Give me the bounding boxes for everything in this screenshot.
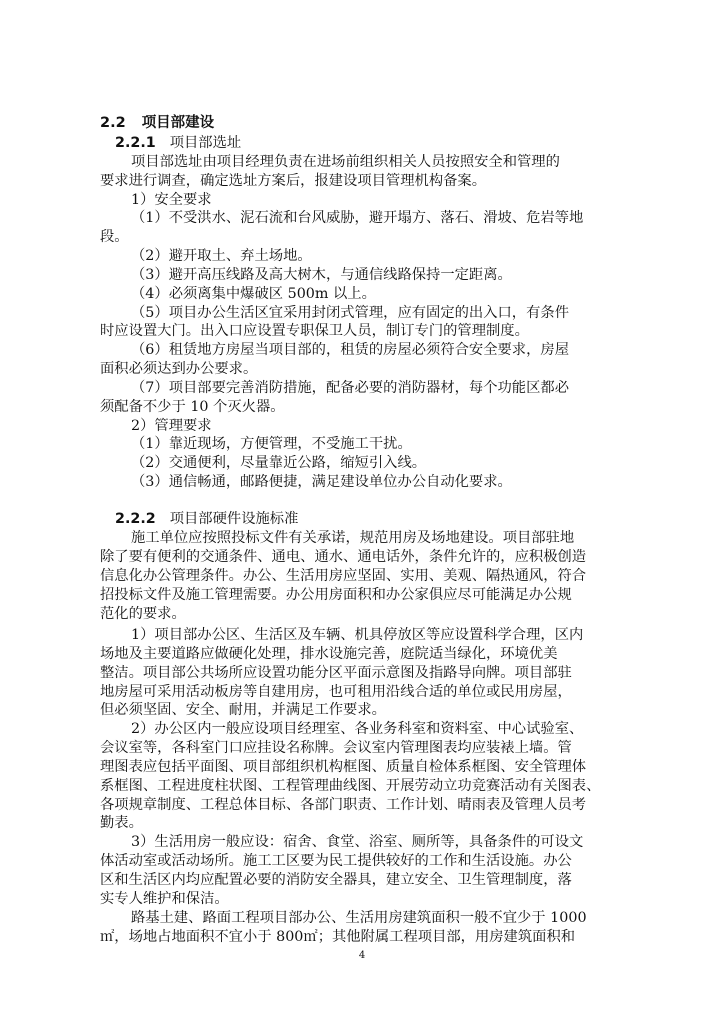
text-line: （5）项目办公生活区宜采用封闭式管理，应有固定的出入口，有条件 xyxy=(131,305,569,321)
text-line: 面积必须达到办公要求。 xyxy=(100,361,258,377)
text-line: 项目部选址由项目经理负责在进场前组织相关人员按照安全和管理的 xyxy=(131,154,560,170)
text-line: 整洁。项目部公共场所应设置功能分区平面示意图及指路导向牌。项目部驻 xyxy=(100,665,572,681)
text-line: ㎡，场地占地面积不宜小于 800㎡；其他附属工程项目部，用房建筑面积和 xyxy=(100,929,576,945)
text-line: 2）办公区内一般应设项目经理室、各业务科室和资料室、中心试验室、 xyxy=(131,721,584,737)
text-line: 要求进行调查，确定选址方案后，报建设项目管理机构备案。 xyxy=(100,173,487,189)
text-line: 地房屋可采用活动板房等自建用房，也可租用沿线合适的单位或民用房屋， xyxy=(100,684,572,700)
section-heading xyxy=(100,113,214,133)
text-line: （2）避开取土、弃土场地。 xyxy=(131,248,312,264)
text-line: （7）项目部要完善消防措施，配备必要的消防器材，每个功能区都必 xyxy=(131,380,569,396)
text-line: 1）安全要求 xyxy=(131,192,212,208)
text-line: 但必须坚固、安全、耐用，并满足工作要求。 xyxy=(100,702,386,718)
text-line: 信息化办公管理条件。办公、生活用房应坚固、实用、美观、隔热通风，符合 xyxy=(100,568,587,584)
text-line: （1）靠近现场，方便管理，不受施工干扰。 xyxy=(131,436,412,452)
text-line: 招投标文件及施工管理需要。办公用房面积和办公家俱应尽可能满足办公规 xyxy=(100,587,572,603)
text-line: 会议室等，各科室门口应挂设名称牌。会议室内管理图表均应装裱上墙。管 xyxy=(100,740,572,756)
text-line: 体活动室或活动场所。施工工区要为民工提供较好的工作和生活设施。办公 xyxy=(100,853,572,869)
text-line: （2）交通便利，尽量靠近公路，缩短引入线。 xyxy=(131,455,427,471)
text-line: 场地及主要道路应做硬化处理，排水设施完善，庭院适当绿化，环境优美 xyxy=(100,646,558,662)
text-line: （3）通信畅通，邮路便捷，满足建设单位办公自动化要求。 xyxy=(131,474,512,490)
text-line: 理图表应包括平面图、项目部组织机构框图、质量自检体系框图、安全管理体 xyxy=(100,759,587,775)
text-line: 除了要有便利的交通条件、通电、通水、通电话外，条件允许的，应积极创造 xyxy=(100,549,587,565)
text-line: （3）避开高压线路及高大树木，与通信线路保持一定距离。 xyxy=(131,267,512,283)
text-line: 1）项目部办公区、生活区及车辆、机具停放区等应设置科学合理，区内 xyxy=(131,627,584,643)
text-line: 施工单位应按照投标文件有关承诺，规范用房及场地建设。项目部驻地 xyxy=(131,530,575,546)
text-line: 时应设置大门。出入口应设置专职保卫人员，制订专门的管理制度。 xyxy=(100,323,529,339)
subsection-heading-1 xyxy=(115,133,241,153)
text-line: 范化的要求。 xyxy=(100,606,186,622)
text-line: （6）租赁地方房屋当项目部的，租赁的房屋必须符合安全要求，房屋 xyxy=(131,342,569,358)
text-line: 3）生活用房一般应设：宿舍、食堂、浴室、厕所等，具备条件的可设文 xyxy=(131,834,584,850)
subsection-title-2: 项目部硬件设施标准 xyxy=(169,511,299,527)
section-title: 项目部建设 xyxy=(141,115,215,131)
text-line: 区和生活区内均应配置必要的消防安全器具，建立安全、卫生管理制度，落 xyxy=(100,872,572,888)
text-line: （1）不受洪水、泥石流和台风威胁，避开塌方、落石、滑坡、危岩等地 xyxy=(131,210,584,226)
subsection-number-1: 2.2.1 xyxy=(115,135,156,151)
subsection-heading-2 xyxy=(115,509,298,529)
text-line: 系框图、工程进度柱状图、工程管理曲线图、开展劳动立功竞赛活动有关图表、 xyxy=(100,778,601,794)
page-number: 4 xyxy=(358,950,366,961)
subsection-number-2: 2.2.2 xyxy=(115,511,156,527)
section-number: 2.2 xyxy=(100,115,126,131)
text-line: 勤表。 xyxy=(100,815,143,831)
subsection-title-1: 项目部选址 xyxy=(169,135,242,151)
text-line: 实专人维护和保洁。 xyxy=(100,891,229,907)
text-line: （4）必须离集中爆破区 500m 以上。 xyxy=(131,286,376,302)
text-line: 路基土建、路面工程项目部办公、生活用房建筑面积一般不宜少于 1000 xyxy=(131,910,587,926)
text-line: 2）管理要求 xyxy=(131,418,212,434)
text-line: 各项规章制度、工程总体目标、各部门职责、工作计划、晴雨表及管理人员考 xyxy=(100,797,587,813)
text-line: 须配备不少于 10 个灭火器。 xyxy=(100,399,285,415)
text-line: 段。 xyxy=(100,229,129,245)
